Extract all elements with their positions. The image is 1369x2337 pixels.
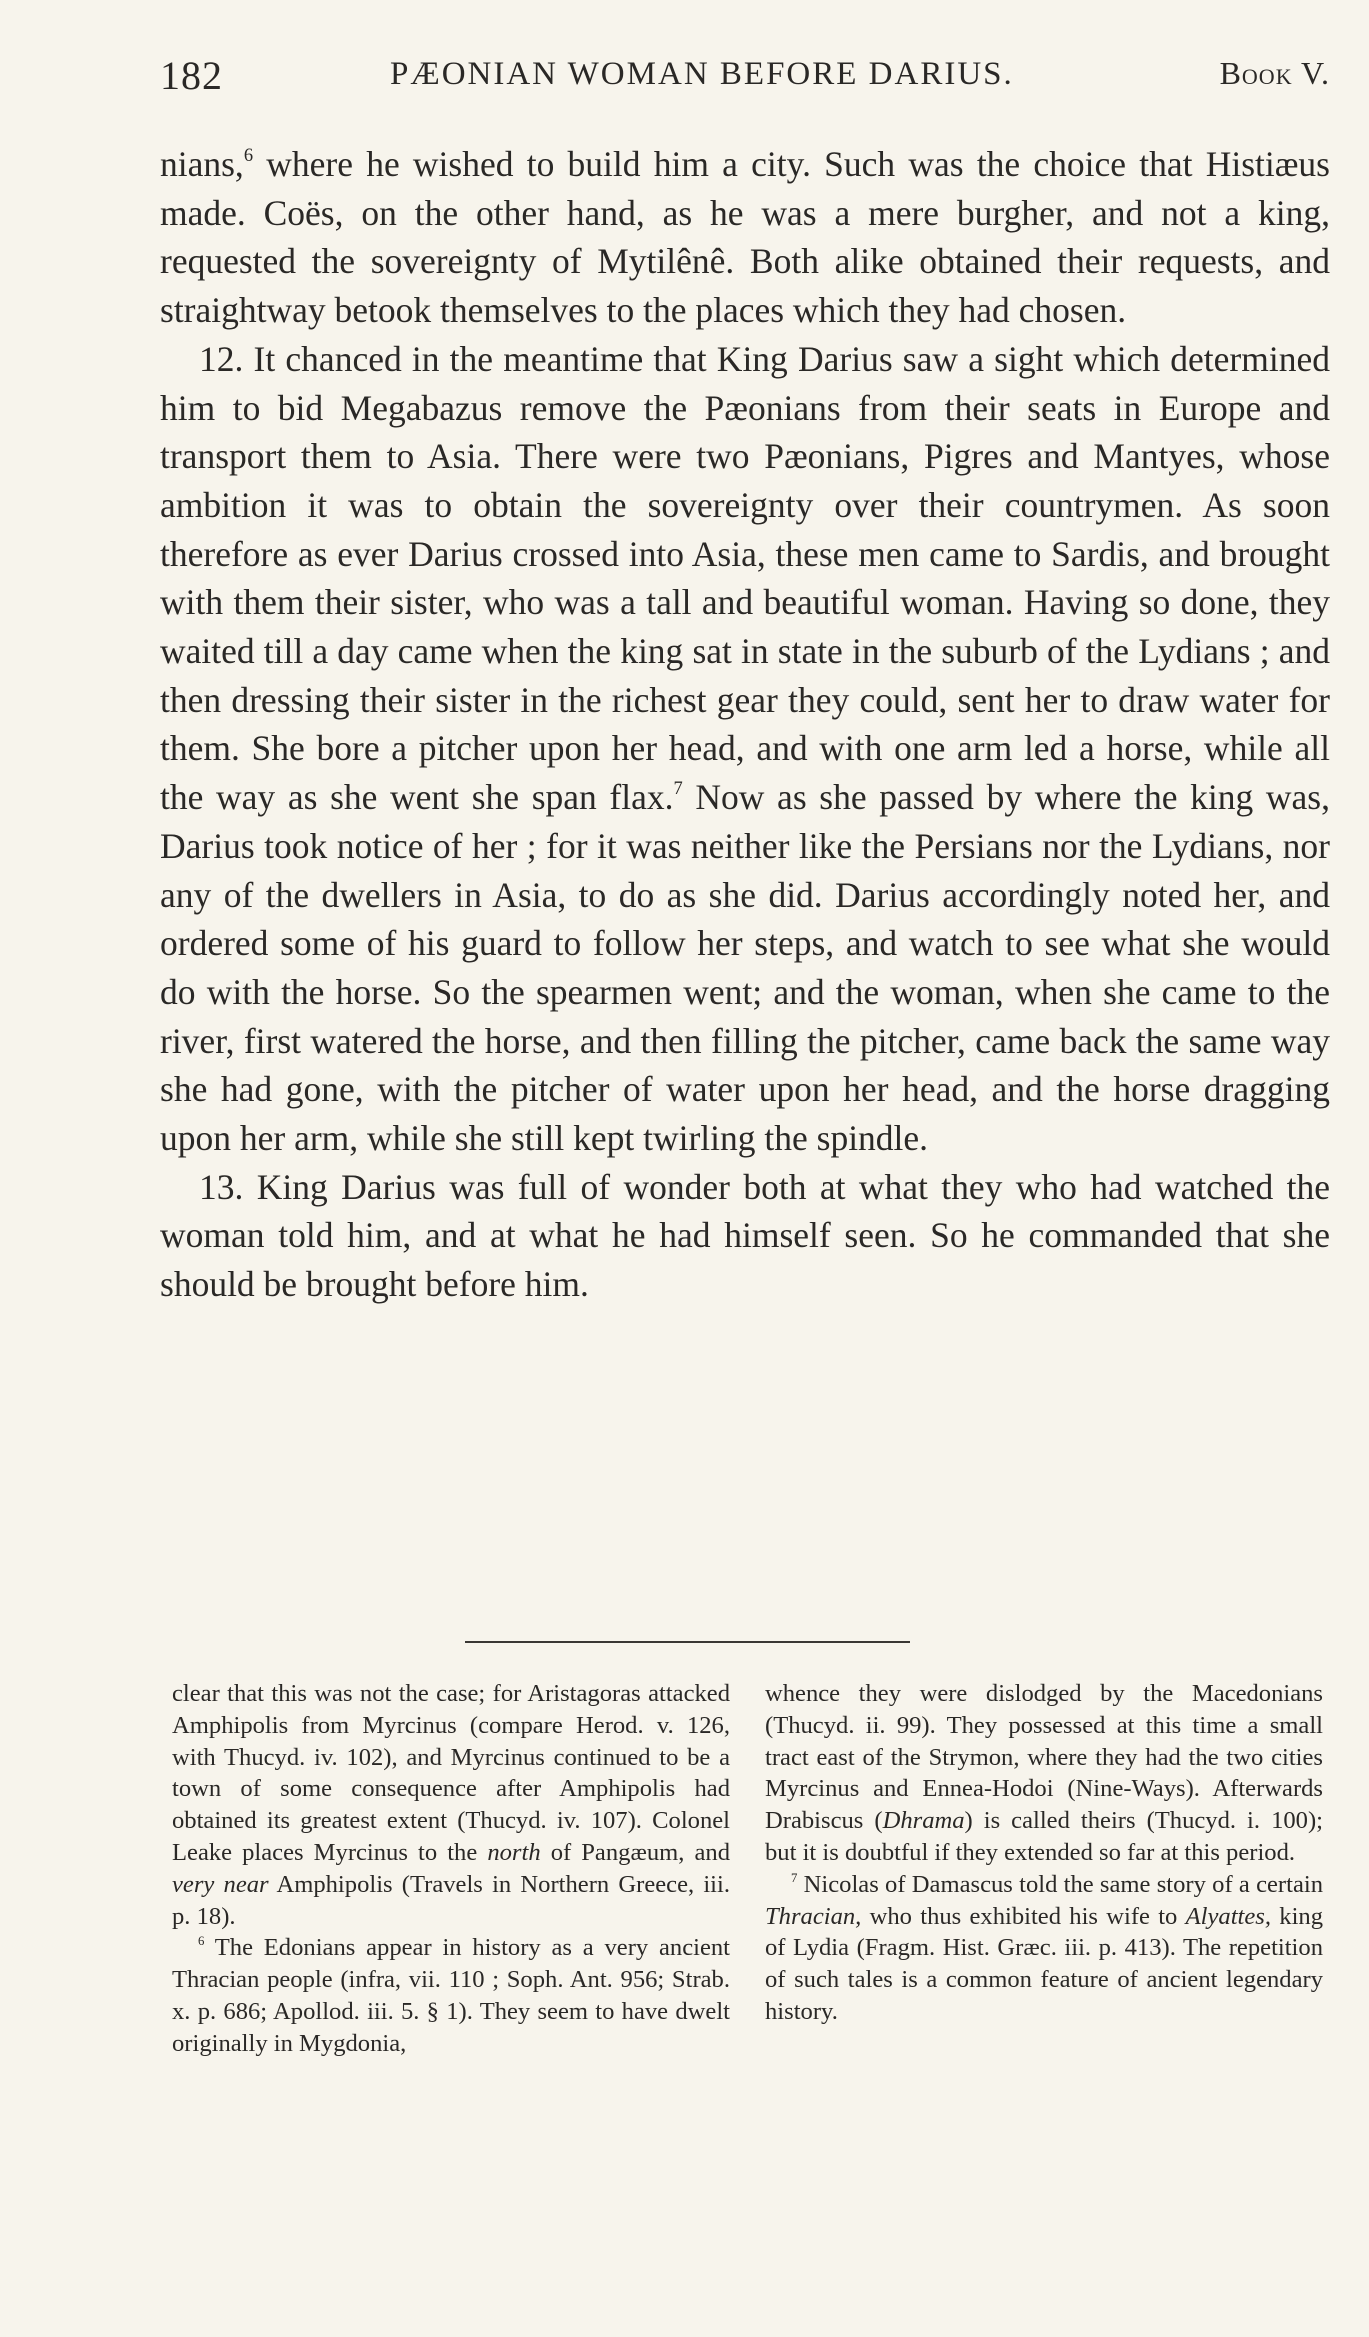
footnotes: [172, 1678, 1332, 2298]
paragraph-section-13: [160, 1163, 1330, 1309]
italic-run: Alyattes,: [1185, 1902, 1271, 1930]
text-run: Nicolas of Damascus told the same story of a certain: [797, 1870, 1323, 1898]
text-run: where he wished to build him a city. Such was the choice that Histiæus made. Coës, on the other hand, as he was a mere burgher, and not a king, requested the sovereignty of Mytilênê. Both alike obtained their requests, and straightway betook themselves to the places which they had chosen.: [160, 144, 1330, 331]
footnote-column-right: [765, 1678, 1323, 2028]
footnote-divider: [465, 1641, 910, 1643]
footnote-7: [765, 1869, 1323, 2028]
text-run: The Edonians appear in history as a very ancient Thracian people (infra, vii. 110 ; Soph. Ant. 956; Strab. x. p. 686; Apollod. iii. 5. § 1). They seem to have dwelt originally in Mygdonia,: [172, 1934, 730, 2057]
italic-run: north: [487, 1838, 541, 1866]
footnote-ref-6: 6: [243, 145, 254, 166]
footnote-ref-7: 7: [673, 778, 683, 799]
text-run: ) is called theirs (Thucyd. i. 100); but it is doubtful if they extended so far at this period.: [765, 1807, 1323, 1866]
italic-run: very near: [172, 1870, 269, 1898]
main-text: [160, 140, 1330, 1309]
page-number: 182: [160, 53, 223, 98]
paragraph-section-12: [160, 335, 1330, 1163]
footnote-column-left: [172, 1678, 730, 2060]
text-run: Amphipolis (Travels in Northern Greece, iii. p. 18).: [172, 1870, 730, 1930]
text-run: 13. King Darius was full of wonder both at what they who had watched the woman told him, and at what he had himself seen. So he commanded that she should be brought before him.: [160, 1166, 1330, 1305]
text-run: who thus exhibited his wife to: [861, 1902, 1186, 1930]
italic-run: Thracian,: [765, 1902, 862, 1930]
italic-run: Dhrama: [882, 1807, 965, 1835]
book-label: Book V.: [1219, 55, 1330, 91]
running-title: PÆONIAN WOMAN BEFORE DARIUS.: [390, 56, 1014, 92]
text-run: whence they were dislodged by the Macedonians (Thucyd. ii. 99). They possessed at this time a small tract east of the Strymon, where they had the two cities Myrcinus and Ennea-Hodoi (Nine-Ways). Afterwards Drabiscus (: [765, 1680, 1323, 1835]
paragraph-continuation: [160, 140, 1330, 335]
text-run: clear that this was not the case; for Aristagoras attacked Amphipolis from Myrcinus (compare Herod. v. 126, with Thucyd. iv. 102), and Myrcinus continued to be a town of some consequence after Amphipolis had obtained its greatest extent (Thucyd. iv. 107). Colonel Leake places Myrcinus to the: [172, 1680, 730, 1866]
footnote-number: 6: [198, 1934, 205, 1949]
footnote-6: [172, 1932, 730, 2059]
footnote-number: 7: [791, 1870, 798, 1885]
text-run: nians,: [160, 144, 244, 184]
text-run: Now as she passed by where the king was, Darius took notice of her ; for it was neither like the Persians nor the Lydians, nor any of the dwellers in Asia, to do as she did. Darius accordingly noted her, and ordered some of his guard to follow her steps, and watch to see what she would do with the horse. So the spearmen went; and the woman, when she came to the river, first watered the horse, and then filling the pitcher, came back the same way she had gone, with the pitcher of water upon her head, and the horse dragging upon her arm, while she still kept twirling the spindle.: [160, 777, 1331, 1159]
text-run: of Pangæum, and: [540, 1838, 731, 1866]
text-run: 12. It chanced in the meantime that King Darius saw a sight which determined him to bid Megabazus remove the Pæonians from their seats in Europe and transport them to Asia. There were two Pæonians, Pigres and Mantyes, whose ambition it was to obtain the sovereignty over their countrymen. As soon therefore as ever Darius crossed into Asia, these men came to Sardis, and brought with them their sister, who was a tall and beautiful woman. Having so done, they waited till a day came when the king sat in state in the suburb of the Lydians ; and then dressing their sister in the richest gear they could, sent her to draw water for them. She bore a pitcher upon her head, and with one arm led a horse, while all the way as she went she span flax.: [160, 338, 1330, 818]
footnote-continuation: [172, 1678, 730, 1932]
text-run: king of Lydia (Fragm. Hist. Græc. iii. p. 413). The repetition of such tales is a common feature of ancient legendary history.: [765, 1902, 1323, 2025]
footnote-6-continuation: [765, 1678, 1323, 1869]
page-header: [160, 52, 1330, 112]
